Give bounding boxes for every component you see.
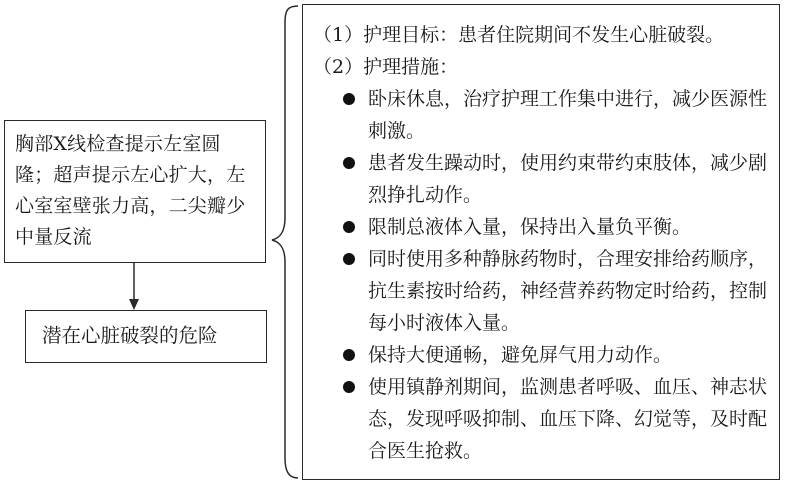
care-plan-box [302, 4, 780, 480]
measure-text: 限制总液体入量，保持出入量负平衡。 [368, 216, 692, 238]
risk-text: 潜在心脏破裂的危险 [42, 324, 218, 347]
measure-item [313, 147, 773, 211]
bullet-icon [343, 93, 355, 105]
curly-brace [272, 6, 298, 478]
care-measures-title: （2）护理措施： [313, 56, 459, 78]
measure-item [313, 339, 773, 371]
care-goal: （1）护理目标：患者住院期间不发生心脏破裂。 [313, 24, 725, 46]
bullet-icon [343, 157, 355, 169]
measure-text: 使用镇静剂期间，监测患者呼吸、血压、神志状态，发现呼吸抑制、血压下降、幻觉等，及时配合医生抢救。 [368, 376, 768, 462]
down-arrow-head [129, 299, 139, 310]
measure-item [313, 211, 773, 243]
measure-text: 同时使用多种静脉药物时，合理安排给药顺序，抗生素按时给药，神经营养药物定时给药，控制每小时液体入量。 [368, 248, 768, 334]
risk-box [25, 310, 267, 363]
bullet-icon [343, 381, 355, 393]
measure-item [313, 83, 773, 147]
bullet-icon [343, 221, 355, 233]
measure-item [313, 371, 773, 467]
measure-text: 患者发生躁动时，使用约束带约束肢体，减少剧烈挣扎动作。 [368, 152, 768, 206]
measure-text: 保持大便通畅，避免屏气用力动作。 [368, 344, 673, 366]
finding-box [4, 120, 266, 263]
measure-item [313, 243, 773, 339]
bullet-icon [343, 349, 355, 361]
measure-text: 卧床休息，治疗护理工作集中进行，减少医源性刺激。 [368, 88, 768, 142]
bullet-icon [343, 253, 355, 265]
finding-text: 胸部X线检查提示左室圆隆；超声提示左心扩大，左心室室壁张力高，二尖瓣少中量反流 [15, 133, 246, 248]
